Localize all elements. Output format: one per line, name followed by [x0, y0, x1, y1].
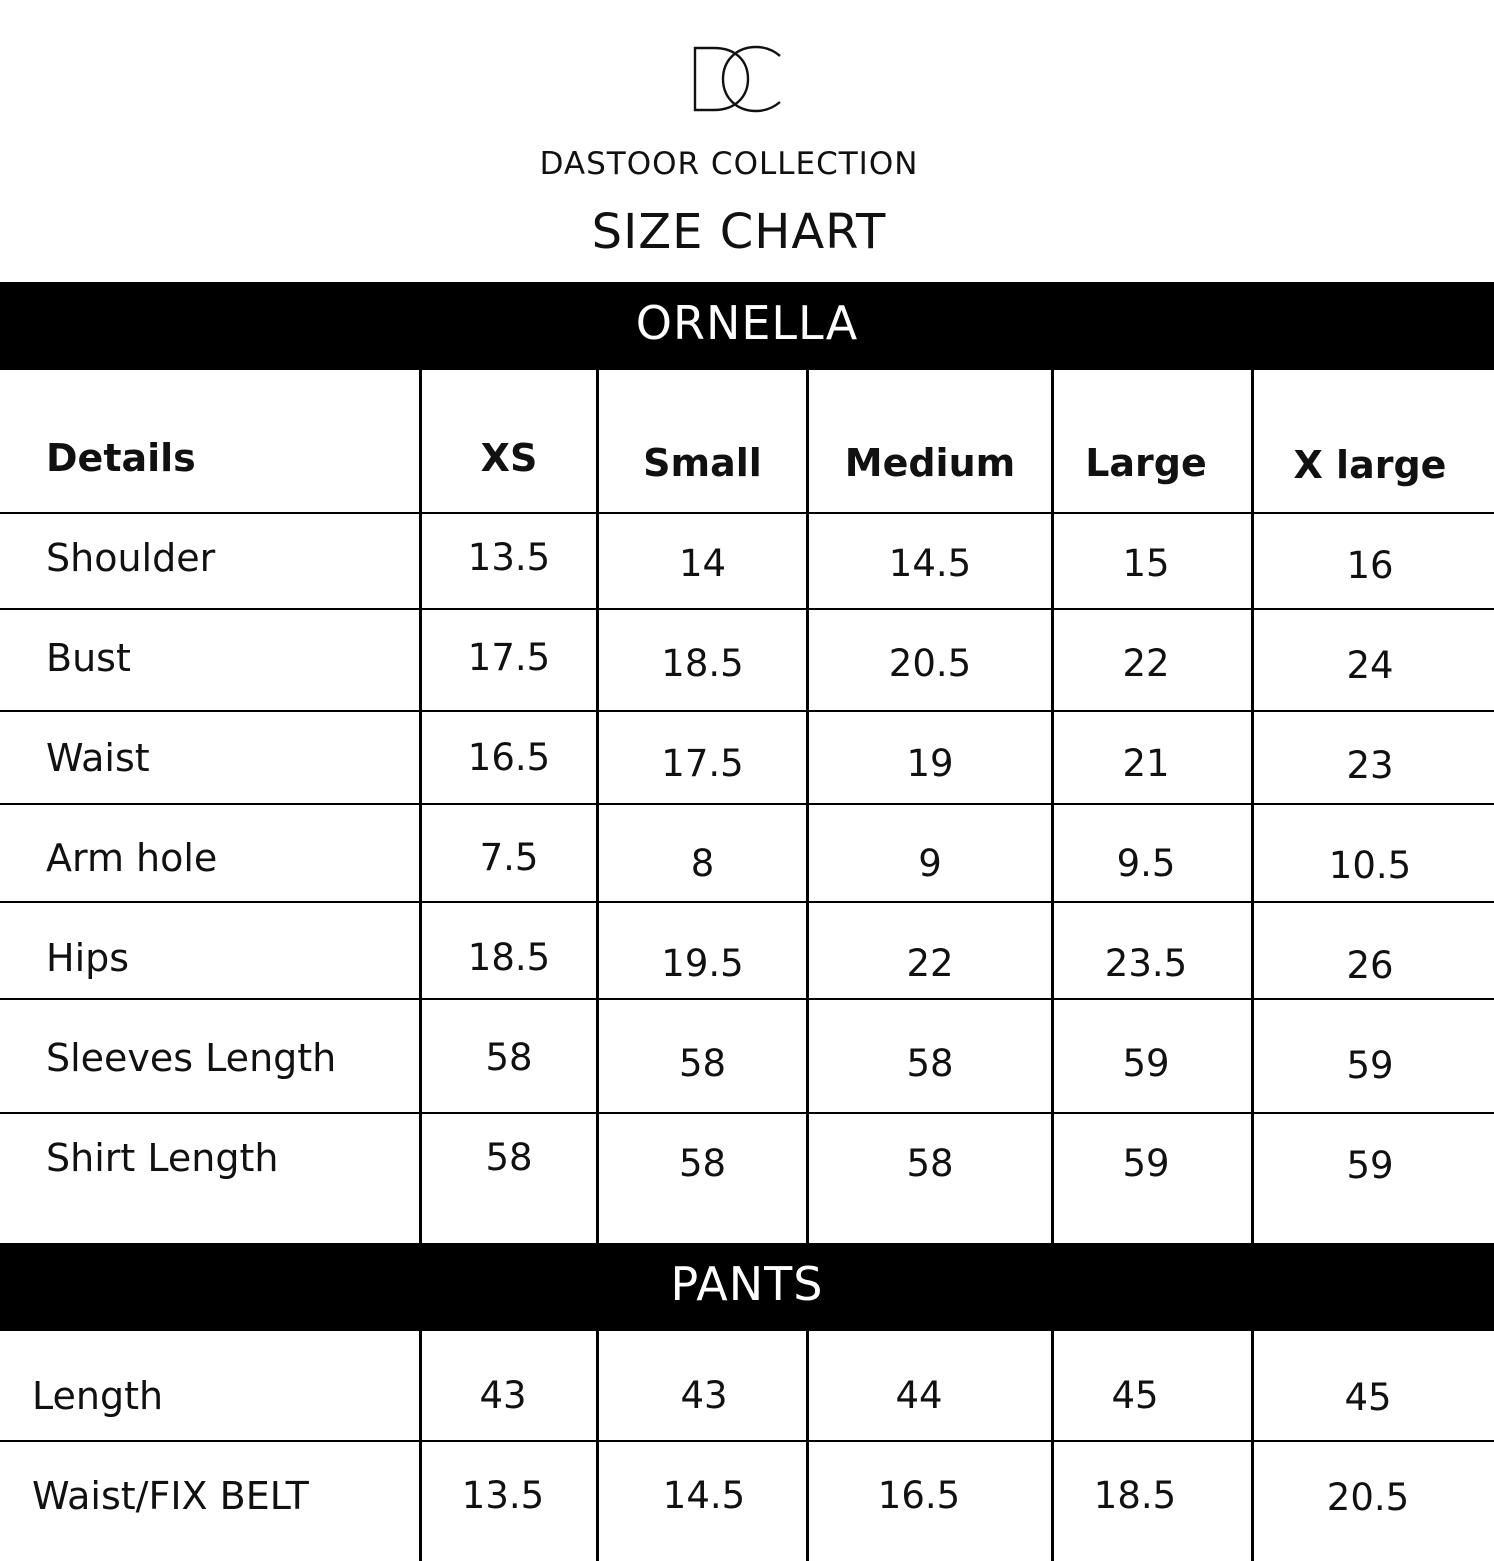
- row-label: Length: [32, 1374, 164, 1418]
- table-cell: 17.5: [467, 636, 551, 679]
- row-divider: [0, 710, 1494, 712]
- column-header-xs: XS: [480, 436, 538, 480]
- row-label: Waist: [46, 736, 150, 780]
- section-header-pants: [0, 1243, 1494, 1331]
- table-cell: 58: [678, 1042, 727, 1085]
- row-label: Shirt Length: [46, 1136, 279, 1180]
- table-cell: 58: [485, 1136, 533, 1179]
- table-cell: 18.5: [467, 936, 551, 979]
- table-cell: 21: [1122, 742, 1170, 785]
- table-cell: 26: [1346, 944, 1394, 987]
- table-cell: 14.5: [888, 542, 972, 585]
- table-cell: 59: [1122, 1142, 1170, 1185]
- table-cell: 18.5: [1093, 1474, 1177, 1517]
- table-cell: 13.5: [467, 536, 551, 579]
- table-cell: 19.5: [661, 942, 744, 985]
- column-header-small: Small: [643, 441, 762, 485]
- table-cell: 22: [906, 942, 954, 985]
- table-cell: 44: [895, 1374, 943, 1417]
- table-cell: 9: [918, 842, 942, 885]
- table-cell: 16: [1346, 544, 1394, 587]
- section-title: ORNELLA: [635, 296, 859, 350]
- table-cell: 8: [690, 842, 715, 885]
- grid-line: [1051, 1331, 1054, 1561]
- column-header-large: Large: [1085, 441, 1207, 485]
- row-label: Shoulder: [46, 536, 216, 580]
- table-cell: 18.5: [661, 642, 744, 685]
- row-divider: [0, 803, 1494, 805]
- row-divider: [0, 608, 1494, 610]
- row-label: Sleeves Length: [46, 1036, 337, 1080]
- page-title: SIZE CHART: [591, 204, 887, 260]
- row-divider: [0, 1112, 1494, 1114]
- table-cell: 20.5: [1326, 1476, 1410, 1519]
- table-cell: 43: [479, 1374, 527, 1417]
- table-cell: 58: [678, 1142, 727, 1185]
- table-cell: 22: [1122, 642, 1170, 685]
- table-cell: 59: [1346, 1144, 1394, 1187]
- table-cell: 16.5: [467, 736, 551, 779]
- dc-monogram-logo: [690, 44, 786, 116]
- table-cell: 59: [1346, 1044, 1394, 1087]
- table-cell: 19: [906, 742, 954, 785]
- row-divider: [0, 512, 1494, 514]
- table-cell: 15: [1122, 542, 1170, 585]
- table-cell: 23.5: [1104, 942, 1188, 985]
- column-header-x-large: X large: [1293, 443, 1447, 487]
- table-cell: 20.5: [888, 642, 972, 685]
- row-divider: [0, 998, 1494, 1000]
- table-cell: 23: [1346, 744, 1394, 787]
- column-header-medium: Medium: [844, 441, 1016, 485]
- table-cell: 43: [680, 1374, 728, 1417]
- table-cell: 14: [678, 542, 727, 585]
- row-label: Arm hole: [46, 836, 218, 880]
- table-cell: 16.5: [877, 1474, 961, 1517]
- table-cell: 14.5: [662, 1474, 746, 1517]
- table-cell: 17.5: [661, 742, 744, 785]
- table-cell: 59: [1122, 1042, 1170, 1085]
- section-header-ornella: [0, 282, 1494, 370]
- table-cell: 58: [485, 1036, 533, 1079]
- column-header-details: Details: [46, 436, 196, 480]
- table-cell: 45: [1111, 1374, 1159, 1417]
- row-divider: [0, 1440, 1494, 1442]
- section-title: PANTS: [670, 1257, 824, 1311]
- grid-line: [1251, 1331, 1254, 1561]
- table-cell: 24: [1346, 644, 1394, 687]
- table-cell: 10.5: [1328, 844, 1412, 887]
- grid-line: [596, 1331, 599, 1561]
- table-cell: 9.5: [1116, 842, 1176, 885]
- row-label: Bust: [46, 636, 131, 680]
- table-cell: 58: [906, 1142, 954, 1185]
- grid-line: [806, 1331, 809, 1561]
- table-cell: 58: [906, 1042, 954, 1085]
- row-label: Hips: [46, 936, 130, 980]
- row-divider: [0, 901, 1494, 903]
- table-cell: 13.5: [461, 1474, 545, 1517]
- table-cell: 45: [1344, 1376, 1392, 1419]
- grid-line: [419, 1331, 422, 1561]
- brand-name: DASTOOR COLLECTION: [539, 146, 919, 182]
- row-label: Waist/FIX BELT: [32, 1474, 309, 1518]
- table-cell: 7.5: [479, 836, 539, 879]
